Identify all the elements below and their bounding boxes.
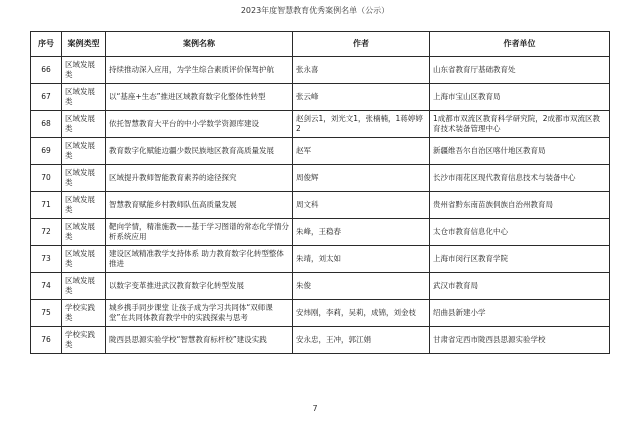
cell-number: 70 [31, 165, 62, 192]
cell-case-type: 区域发展类 [62, 138, 106, 165]
cell-number: 68 [31, 111, 62, 138]
cell-author: 安永忠，王冲，郭江娟 [293, 327, 430, 354]
cell-case-name: 区域提升教师智能教育素养的途径探究 [106, 165, 293, 192]
header-author: 作者 [293, 32, 430, 57]
cell-number: 73 [31, 246, 62, 273]
cell-case-name: 靶向学情，精准施教——基于学习图谱的常态化学情分析系统应用 [106, 219, 293, 246]
table-row [31, 84, 610, 111]
case-list-table [30, 31, 610, 354]
cell-case-name: 智慧教育赋能乡村教师队伍高质量发展 [106, 192, 293, 219]
header-author-unit: 作者单位 [430, 32, 610, 57]
cell-case-type: 区域发展类 [62, 273, 106, 300]
cell-case-type: 区域发展类 [62, 246, 106, 273]
cell-case-type: 区域发展类 [62, 219, 106, 246]
table-row [31, 327, 610, 354]
cell-author-unit: 贵州省黔东南苗族侗族自治州教育局 [430, 192, 610, 219]
table-row [31, 138, 610, 165]
cell-case-name: 建设区域精准教学支持体系 助力教育数字化转型整体推进 [106, 246, 293, 273]
cell-number: 76 [31, 327, 62, 354]
cell-author-unit: 绍曲县新建小学 [430, 300, 610, 327]
cell-author: 张永喜 [293, 57, 430, 84]
cell-number: 74 [31, 273, 62, 300]
cell-author: 安炜刚，李莉，吴莉，成锦，刘金枝 [293, 300, 430, 327]
cell-author: 周文科 [293, 192, 430, 219]
cell-case-type: 学校实践类 [62, 300, 106, 327]
cell-author-unit: 山东省教育厅基础教育处 [430, 57, 610, 84]
table-row [31, 192, 610, 219]
cell-case-type: 区域发展类 [62, 192, 106, 219]
cell-author-unit: 1成都市双流区教育科学研究院，2成都市双流区教育技术装备管理中心 [430, 111, 610, 138]
table-row [31, 273, 610, 300]
cell-author: 张云峰 [293, 84, 430, 111]
cell-author-unit: 上海市宝山区教育局 [430, 84, 610, 111]
header-case-name: 案例名称 [106, 32, 293, 57]
cell-author: 赵军 [293, 138, 430, 165]
cell-author-unit: 上海市闵行区教育学院 [430, 246, 610, 273]
cell-author: 赵剑云1，刘光文1，张楠楠，1蒋婷婷2 [293, 111, 430, 138]
cell-author: 周俊辉 [293, 165, 430, 192]
table-row [31, 57, 610, 84]
cell-number: 67 [31, 84, 62, 111]
cell-case-name: 依托智慧教育大平台的中小学数学资源库建设 [106, 111, 293, 138]
table-row [31, 165, 610, 192]
table-row [31, 111, 610, 138]
header-case-type: 案例类型 [62, 32, 106, 57]
table-header-row [31, 32, 610, 57]
cell-case-type: 区域发展类 [62, 57, 106, 84]
cell-case-name: 教育数字化赋能边疆少数民族地区教育高质量发展 [106, 138, 293, 165]
cell-case-name: 持续推动深入应用，为学生综合素质评价保驾护航 [106, 57, 293, 84]
cell-case-name: 陇西县思源实验学校“智慧教育标杆校”建设实践 [106, 327, 293, 354]
cell-case-name: 以数字变革推进武汉教育数字化转型发展 [106, 273, 293, 300]
table-row [31, 246, 610, 273]
cell-author: 朱靖，刘太如 [293, 246, 430, 273]
cell-number: 72 [31, 219, 62, 246]
cell-author-unit: 甘肃省定西市陇西县思源实验学校 [430, 327, 610, 354]
cell-case-type: 区域发展类 [62, 165, 106, 192]
cell-case-type: 区域发展类 [62, 84, 106, 111]
cell-author: 朱峰，王稳春 [293, 219, 430, 246]
cell-author-unit: 武汉市教育局 [430, 273, 610, 300]
cell-number: 75 [31, 300, 62, 327]
cell-case-name: 城乡携手同步课堂 让孩子成为学习共同体“双师课堂”在共同体教育教学中的实践探索与思考 [106, 300, 293, 327]
cell-author-unit: 长沙市雨花区现代教育信息技术与装备中心 [430, 165, 610, 192]
cell-author: 朱俊 [293, 273, 430, 300]
header-number: 序号 [31, 32, 62, 57]
cell-case-type: 学校实践类 [62, 327, 106, 354]
cell-case-type: 区域发展类 [62, 111, 106, 138]
cell-author-unit: 太仓市教育信息化中心 [430, 219, 610, 246]
cell-number: 66 [31, 57, 62, 84]
cell-author-unit: 新疆维吾尔自治区喀什地区教育局 [430, 138, 610, 165]
cell-case-name: 以“基座+生态”推进区域教育数字化整体性转型 [106, 84, 293, 111]
document-title: 2023年度智慧教育优秀案例名单（公示） [240, 6, 390, 15]
cell-number: 71 [31, 192, 62, 219]
table-row [31, 219, 610, 246]
page-number: 7 [312, 404, 318, 413]
cell-number: 69 [31, 138, 62, 165]
table-row [31, 300, 610, 327]
